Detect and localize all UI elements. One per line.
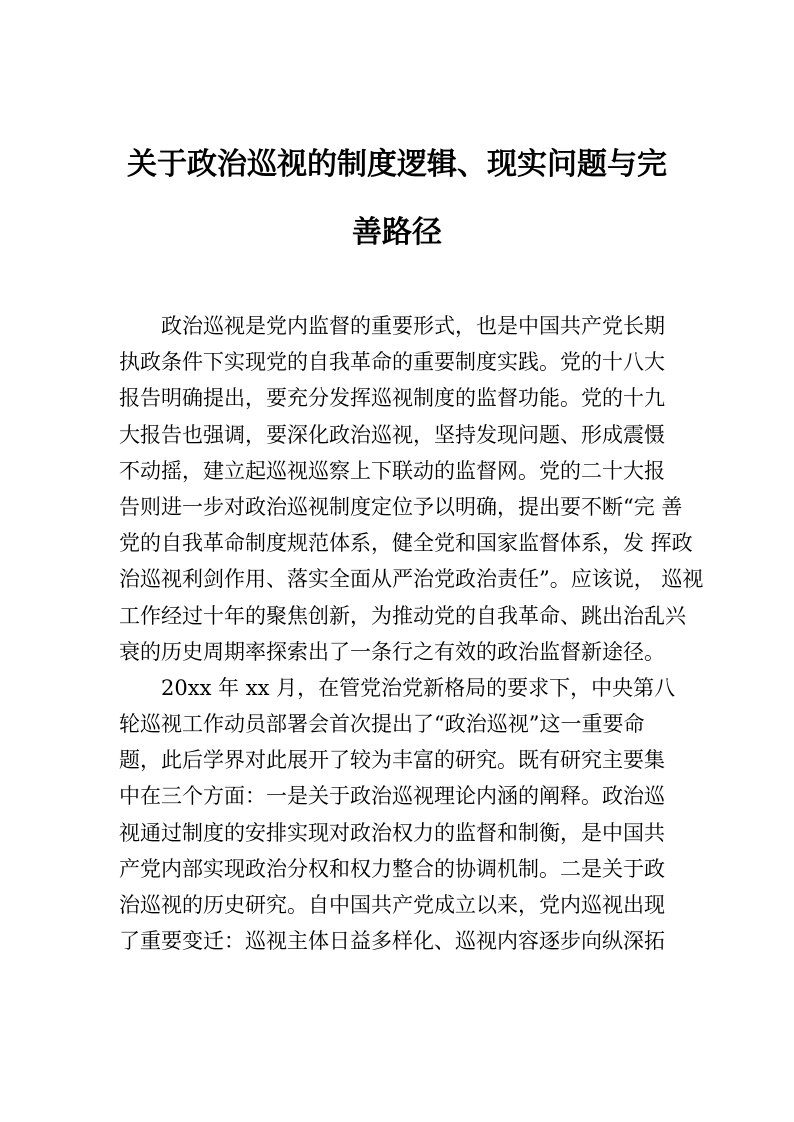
paragraph-line: 产党内部实现政治分权和权力整合的协调机制。二是关于政 [119,856,665,881]
paragraph-line: 政治巡视是党内监督的重要形式，也是中国共产党长期 [161,314,665,338]
paragraph-line: 了重要变迁：巡视主体日益多样化、巡视内容逐步向纵深拓 [119,929,665,954]
paragraph-line: 中在三个方面：一是关于政治巡视理论内涵的阐释。政治巡 [119,784,665,809]
paragraph-line: 视通过制度的安排实现对政治权力的监督和制衡，是中国共 [119,820,665,845]
paragraph-line: 20xx 年 xx 月，在管党治党新格局的要求下，中央第八 [161,675,676,700]
document-body [119,308,704,959]
paragraph-line: 党的自我革命制度规范体系，健全党和国家监督体系，发 挥政 [119,531,693,556]
document-title-line-1: 关于政治巡视的制度逻辑、现实问题与完 [127,147,667,182]
paragraph-line: 衰的历史周期率探索出了一条行之有效的政治监督新途径。 [119,639,665,664]
paragraph-line: 治巡视利剑作用、落实全面从严治党政治责任”。应该说， 巡视 [119,567,704,592]
paragraph-line: 大报告也强调，要深化政治巡视，坚持发现问题、形成震慑 [119,422,665,447]
paragraph [119,670,699,960]
document-title-line-2: 善路径 [352,215,442,250]
paragraph-line: 轮巡视工作动员部署会首次提出了“政治巡视”这一重要命 [119,712,645,737]
paragraph-line: 执政条件下实现党的自我革命的重要制度实践。党的十八大 [119,350,665,375]
paragraph-line: 题，此后学界对此展开了较为丰富的研究。既有研究主要集 [119,748,665,773]
paragraph [119,308,704,670]
paragraph-line: 工作经过十年的聚焦创新，为推动党的自我革命、跳出治乱兴 [119,603,686,628]
paragraph-line: 告则进一步对政治巡视制度定位予以明确，提出要不断“完 善 [119,494,683,519]
paragraph-line: 不动摇，建立起巡视巡察上下联动的监督网。党的二十大报 [119,458,665,483]
paragraph-line: 报告明确提出，要充分发挥巡视制度的监督功能。党的十九 [119,386,665,411]
paragraph-line: 治巡视的历史研究。自中国共产党成立以来，党内巡视出现 [119,893,665,917]
